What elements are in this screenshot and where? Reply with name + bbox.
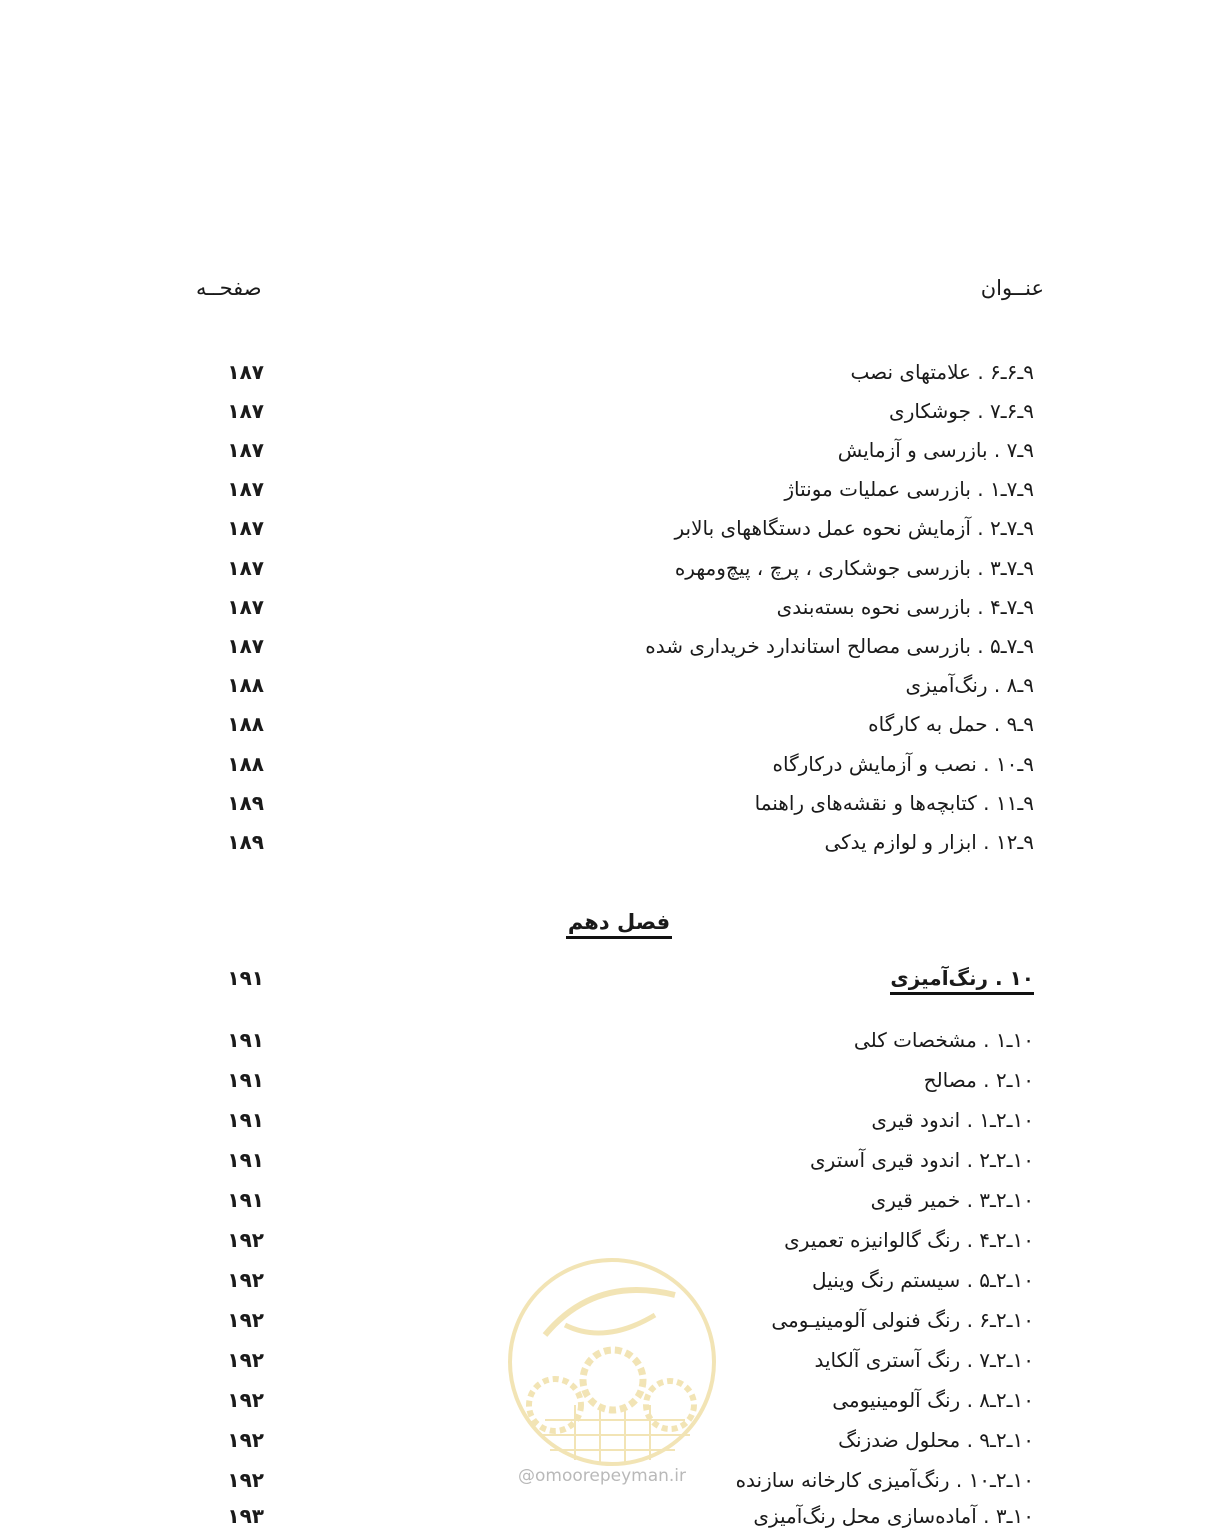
- toc-entry-title: ۹ـ۶ـ۷ . جوشکاری: [889, 399, 1034, 423]
- toc-entry-page: ۱۸۷: [227, 438, 264, 462]
- toc-entry: [190, 634, 1040, 668]
- toc-entry: [190, 477, 1040, 511]
- toc-entry-page: ۱۸۹: [227, 791, 264, 815]
- toc-entry: [190, 712, 1040, 746]
- toc-entry-title: ۹ـ۹ . حمل به کارگاه: [868, 712, 1034, 736]
- toc-entry-page: ۱۹۲: [227, 1308, 264, 1332]
- toc-entry: [190, 1108, 1040, 1142]
- toc-entry: [190, 1148, 1040, 1182]
- toc-entry: [190, 791, 1040, 825]
- toc-entry-page: ۱۹۲: [227, 1348, 264, 1372]
- toc-entry-page: ۱۹۱: [227, 1148, 264, 1172]
- toc-entry-page: ۱۸۸: [227, 673, 264, 697]
- toc-entry-page: ۱۸۷: [227, 595, 264, 619]
- toc-entry-title: ۱۰ـ۲ـ۲ . اندود قیری آستری: [810, 1148, 1034, 1172]
- chapter-heading-text: فصل دهم: [566, 910, 672, 939]
- toc-entry-title: ۹ـ۱۰ . نصب و آزمایش درکارگاه: [772, 752, 1034, 776]
- toc-entry-title: ۹ـ۷ـ۲ . آزمایش نحوه عمل دستگاههای بالابر: [674, 516, 1034, 540]
- toc-entry-title: ۱۰ـ۲ . مصالح: [923, 1068, 1034, 1092]
- toc-entry-title: ۱۰ـ۲ـ۳ . خمیر قیری: [870, 1188, 1034, 1212]
- toc-entry-page: ۱۹۳: [227, 1504, 264, 1528]
- toc-entry: [190, 1028, 1040, 1062]
- toc-entry: [190, 752, 1040, 786]
- toc-entry-title: ۹ـ۶ـ۶ . علامتهای نصب: [850, 360, 1034, 384]
- toc-entry-title: ۹ـ۱۱ . کتابچه‌ها و نقشه‌های راهنما: [754, 791, 1034, 815]
- toc-entry-title: ۹ـ۷ـ۳ . بازرسی جوشکاری ، پرچ ، پیچ‌ومهره: [674, 556, 1034, 580]
- toc-entry-title: ۹ـ۷ـ۴ . بازرسی نحوه بسته‌بندی: [776, 595, 1034, 619]
- toc-entry-title: ۱۰ـ۲ـ۸ . رنگ آلومینیومی: [832, 1388, 1034, 1412]
- toc-entry: [190, 399, 1040, 433]
- watermark-site-text: @omoorepeyman.ir: [518, 1466, 687, 1486]
- toc-entry-title: ۹ـ۷ـ۵ . بازرسی مصالح استاندارد خریداری شده: [645, 634, 1034, 658]
- toc-entry-title: ۹ـ۷ . بازرسی و آزمایش: [837, 438, 1034, 462]
- toc-entry: [190, 830, 1040, 864]
- toc-entry-page: ۱۸۷: [227, 556, 264, 580]
- toc-entry-title: ۱۰ـ۲ـ۹ . محلول ضدزنگ: [838, 1428, 1034, 1452]
- toc-entry-page: ۱۹۱: [227, 1028, 264, 1052]
- toc-entry-page: ۱۸۷: [227, 477, 264, 501]
- toc-entry: [190, 673, 1040, 707]
- column-header-page: صفحــه: [196, 276, 262, 300]
- chapter-heading: [0, 910, 1228, 939]
- watermark-logo-icon: [505, 1255, 720, 1470]
- toc-entry-page: ۱۸۷: [227, 516, 264, 540]
- toc-entry-title: ۱۰ـ۲ـ۱۰ . رنگ‌آمیزی کارخانه سازنده: [735, 1468, 1034, 1492]
- toc-entry-page: ۱۸۸: [227, 712, 264, 736]
- toc-entry-title: ۱۰ـ۳ . آماده‌سازی محل رنگ‌آمیزی: [753, 1504, 1034, 1528]
- toc-entry: [190, 1504, 1040, 1538]
- toc-entry-title: ۹ـ۱۲ . ابزار و لوازم یدکی: [824, 830, 1034, 854]
- toc-entry-page: ۱۸۷: [227, 399, 264, 423]
- toc-entry-page: ۱۸۷: [227, 360, 264, 384]
- toc-entry-page: ۱۹۱: [227, 1108, 264, 1132]
- toc-entry-page: ۱۹۲: [227, 1268, 264, 1292]
- toc-entry-title: ۱۰ـ۲ـ۵ . سیستم رنگ وینیل: [811, 1268, 1034, 1292]
- toc-entry-title: ۱۰ـ۱ . مشخصات کلی: [853, 1028, 1034, 1052]
- toc-entry: [190, 516, 1040, 550]
- toc-entry-page: ۱۸۹: [227, 830, 264, 854]
- toc-entry-title: ۹ـ۸ . رنگ‌آمیزی: [905, 673, 1034, 697]
- toc-entry-page: ۱۹۲: [227, 1228, 264, 1252]
- toc-entry-page: ۱۸۷: [227, 634, 264, 658]
- toc-entry-title: ۱۰ـ۲ـ۱ . اندود قیری: [871, 1108, 1034, 1132]
- section-heading: [190, 966, 1040, 1000]
- toc-entry-page: ۱۹۱: [227, 1068, 264, 1092]
- section-heading-page: ۱۹۱: [227, 966, 264, 990]
- toc-entry-title: ۱۰ـ۲ـ۶ . رنگ فنولی آلومینیـومی: [771, 1308, 1034, 1332]
- toc-entry-title: ۹ـ۷ـ۱ . بازرسی عملیات مونتاژ: [784, 477, 1034, 501]
- toc-entry: [190, 360, 1040, 394]
- toc-entry-page: ۱۹۱: [227, 1188, 264, 1212]
- toc-entry: [190, 438, 1040, 472]
- toc-entry: [190, 595, 1040, 629]
- toc-entry: [190, 556, 1040, 590]
- toc-entry-page: ۱۸۸: [227, 752, 264, 776]
- column-header-title: عنــوان: [980, 276, 1044, 300]
- toc-entry-page: ۱۹۲: [227, 1468, 264, 1492]
- section-heading-title: ۱۰ . رنگ‌آمیزی: [890, 966, 1034, 995]
- toc-entry: [190, 1188, 1040, 1222]
- toc-entry-page: ۱۹۲: [227, 1388, 264, 1412]
- toc-entry-page: ۱۹۲: [227, 1428, 264, 1452]
- toc-entry-title: ۱۰ـ۲ـ۴ . رنگ گالوانیزه تعمیری: [784, 1228, 1034, 1252]
- toc-entry: [190, 1068, 1040, 1102]
- toc-entry-title: ۱۰ـ۲ـ۷ . رنگ آستری آلکاید: [814, 1348, 1034, 1372]
